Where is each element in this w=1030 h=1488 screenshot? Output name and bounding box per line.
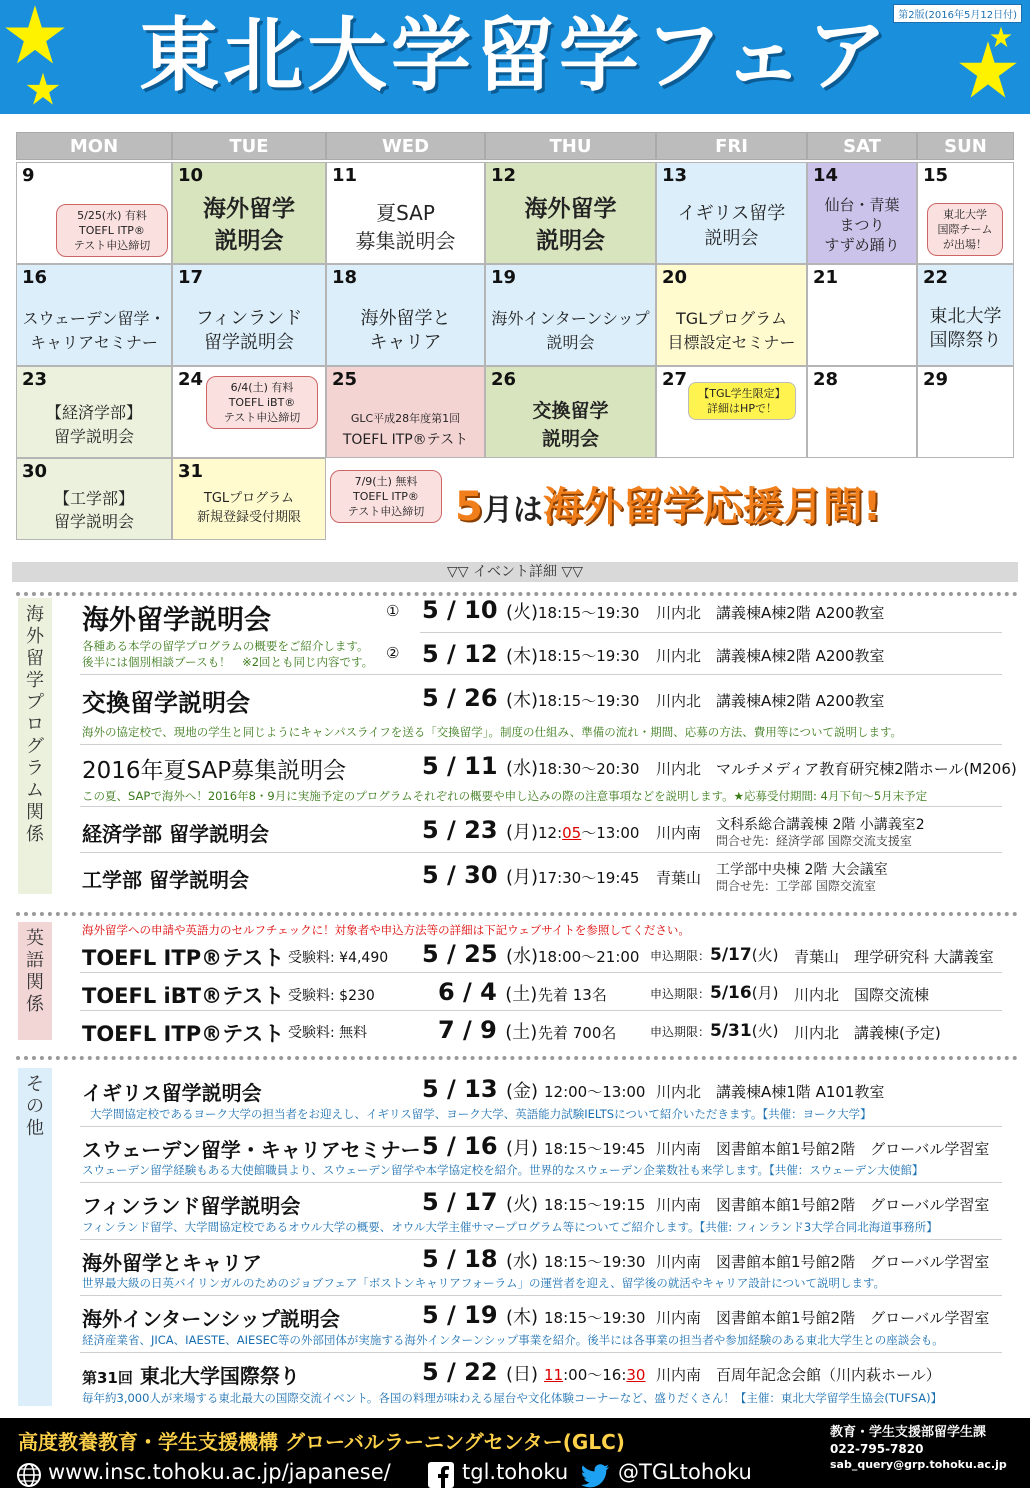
section-label-study-abroad: 海 外 留 学 プ ロ グ ラ ム 関 係 (18, 598, 52, 894)
test-date: 5 / 25 (水) (422, 940, 538, 968)
organization-name: 高度教養教育・学生支援機構 グローバルラーニングセンター(GLC) (18, 1430, 625, 1454)
event-time: 18:15～19:30 (544, 1253, 646, 1271)
calendar-day-21: 21 (807, 264, 917, 366)
event-campus: 青葉山 (656, 869, 702, 887)
test-title: TOEFL ITP®テスト (82, 946, 285, 970)
event-description: 各種ある本学の留学プログラムの概要をご紹介します。 (82, 639, 369, 653)
event-place: 川内北 講義棟A棟2階 A200教室 (656, 692, 885, 710)
test-fee: 受験料: 無料 (288, 1025, 368, 1041)
event-title: 2016年夏SAP募集説明会 (82, 758, 347, 784)
event-time: 12:00～13:00 (544, 1083, 646, 1101)
event-place: 川内北 講義棟A棟2階 A200教室 (656, 604, 885, 622)
test-title: TOEFL ITP®テスト (82, 1022, 285, 1046)
event-title: イギリス留学説明会 (82, 1081, 262, 1105)
calendar-day-22: 22 東北大学 国際祭り (917, 264, 1014, 366)
row-divider (80, 1352, 1002, 1353)
weekday-sun: SUN (917, 132, 1014, 160)
calendar-day-24: 24 (172, 366, 326, 458)
event-date: 5 / 30 (月) (422, 861, 538, 889)
section-divider (16, 912, 1018, 916)
callout-tgl-students: 【TGL学生限定】 詳細はHPで！ (688, 382, 796, 420)
row-divider (80, 1126, 1002, 1127)
event-place: 川内北 マルチメディア教育研究棟2階ホール(M206) (656, 760, 1017, 778)
event-description: 経済産業省、JICA、IAESTE、AIESEC等の外部団体が実施する海外インターンシップ事業を紹介。後半には各事業の担当者や参加経験のある東北大学生との座談会も。 (82, 1333, 944, 1347)
application-deadline: 申込期限：5/17(火) (650, 945, 779, 965)
facebook-link[interactable]: tgl.tohoku (462, 1460, 569, 1484)
event-title: 海外留学とキャリア (82, 1251, 262, 1275)
calendar-day-13: 13 イギリス留学 説明会 (656, 162, 807, 264)
event-place: 工学部中央棟 2階 大会議室 (716, 862, 888, 878)
row-divider (80, 1295, 1002, 1296)
event-date: 5 / 17 (火) (422, 1188, 538, 1216)
calendar-day-17: 17 フィンランド 留学説明会 (172, 264, 326, 366)
weekday-sat: SAT (807, 132, 917, 160)
event-time: 18:15～19:30 (538, 647, 640, 665)
session-number: ② (386, 644, 400, 662)
event-place: 川内南 図書館本館1号館2階 グローバル学習室 (656, 1253, 990, 1271)
event-time: 12:05～13:00 (538, 824, 640, 842)
event-contact: 問合せ先：工学部 国際交流室 (716, 879, 876, 893)
weekday-mon: MON (16, 132, 172, 160)
event-time: 18:15～19:30 (538, 604, 640, 622)
email-address[interactable]: sab_query@grp.tohoku.ac.jp (830, 1458, 1007, 1471)
row-divider (80, 972, 1002, 973)
event-title: 経済学部 留学説明会 (82, 822, 269, 846)
calendar-day-12: 12 海外留学 説明会 (485, 162, 656, 264)
event-time: 18:15～19:45 (544, 1140, 646, 1158)
calendar-day-31: 31 TGLプログラム 新規登録受付期限 (172, 458, 326, 540)
event-date: 5 / 11 (水) (422, 752, 538, 780)
callout-toefl-itp-free-deadline: 7/9(土) 無料 TOEFL ITP® テスト申込締切 (330, 470, 442, 523)
campaign-slogan: 5月は海外留学応援月間! (455, 484, 882, 530)
event-title: 海外留学説明会 (82, 605, 271, 636)
section-label-other: そ の 他 (18, 1068, 52, 1406)
callout-toefl-ibt-deadline: 6/4(土) 有料 TOEFL iBT® テスト申込締切 (206, 376, 318, 429)
test-fee: 受験料: ¥4,490 (288, 950, 389, 966)
calendar-day-15: 15 (917, 162, 1014, 264)
facebook-icon (428, 1462, 454, 1488)
section-label-english: 英 語 関 係 (18, 922, 52, 1040)
test-place: 川内北 講義棟(予定) (794, 1024, 941, 1042)
event-title: スウェーデン留学・キャリアセミナー (82, 1138, 421, 1162)
row-divider (80, 852, 1002, 853)
event-description: スウェーデン留学経験もある大使館職員より、スウェーデン留学や本学協定校を紹介。世界的なスウェーデン企業数社も来学します。【共催：スウェーデン大使館】 (82, 1163, 924, 1177)
application-deadline: 申込期限：5/31(火) (650, 1021, 779, 1041)
calendar-day-20: 20 TGLプログラム 目標設定セミナー (656, 264, 807, 366)
test-fee: 受験料: $230 (288, 988, 375, 1004)
event-title: フィンランド留学説明会 (82, 1194, 301, 1218)
event-place: 川内南 図書館本館1号館2階 グローバル学習室 (656, 1309, 990, 1327)
calendar-day-10: 10 海外留学 説明会 (172, 162, 326, 264)
callout-international-team: 東北大学 国際チーム が出場！ (927, 203, 1003, 256)
event-place: 川内南 図書館本館1号館2階 グローバル学習室 (656, 1196, 990, 1214)
calendar-day-27: 27 (656, 366, 807, 458)
twitter-link[interactable]: @TGLtohoku (618, 1460, 752, 1484)
row-divider (80, 1182, 1002, 1183)
page-title: 東北大学留学フェア (139, 9, 891, 102)
row-divider (420, 632, 1002, 633)
event-date: 5 / 16 (月) (422, 1132, 538, 1160)
calendar-day-9: 9 (16, 162, 172, 264)
test-place: 青葉山 理学研究科 大講義室 (794, 948, 994, 966)
event-time: 11:00～16:30 (544, 1366, 646, 1384)
calendar-day-18: 18 海外留学と キャリア (326, 264, 485, 366)
event-description: 後半には個別相談ブースも！ ※2回とも同じ内容です。 (82, 655, 374, 669)
event-date: 5 / 13 (金) (422, 1075, 538, 1103)
event-date: 5 / 19 (木) (422, 1301, 538, 1329)
row-divider (80, 1239, 1002, 1240)
test-capacity: 先着 700名 (538, 1024, 617, 1042)
row-divider (80, 674, 1002, 675)
session-number: ① (386, 602, 400, 620)
event-description: 海外の協定校で、現地の学生と同じようにキャンパスライフを送る「交換留学」。制度の仕組み、準備の流れ・期間、応募の方法、費用等について説明します。 (82, 725, 903, 739)
test-title: TOEFL iBT®テスト (82, 984, 285, 1008)
event-place: 川内南 百周年記念会館（川内萩ホール） (656, 1366, 941, 1384)
event-time: 18:15～19:30 (544, 1309, 646, 1327)
test-time: 18:00～21:00 (538, 948, 640, 966)
application-deadline: 申込期限：5/16(月) (650, 983, 779, 1003)
version-label: 第2版(2016年5月12日付) (893, 4, 1022, 23)
website-link[interactable]: www.insc.tohoku.ac.jp/japanese/ (48, 1460, 391, 1484)
calendar-day-14: 14 仙台・青葉 まつり すずめ踊り (807, 162, 917, 264)
event-date: 5 / 23 (月) (422, 816, 538, 844)
twitter-icon (580, 1464, 610, 1488)
section-divider (16, 1056, 1018, 1060)
test-capacity: 先着 13名 (538, 986, 607, 1004)
event-time: 18:15～19:15 (544, 1196, 646, 1214)
event-title: 海外インターンシップ説明会 (82, 1307, 340, 1331)
event-description: 毎年約3,000人が来場する東北最大の国際交流イベント。各国の料理が味わえる屋台や文化体験コーナーなど、盛りだくさん！【主催：東北大学留学生協会(TUFSA)】 (82, 1391, 943, 1405)
event-place: 川内北 講義棟A棟2階 A200教室 (656, 647, 885, 665)
test-date: 6 / 4 (土) (438, 978, 538, 1006)
department-name: 教育・学生支援部留学生課 (830, 1425, 987, 1440)
event-date: 5 / 12 (木) (422, 640, 538, 668)
event-detail-header: ▽▽ イベント詳細 ▽▽ (12, 562, 1018, 582)
calendar-day-29: 29 (917, 366, 1014, 458)
event-description: 世界最大級の日英バイリンガルのためのジョブフェア「ボストンキャリアフォーラム」の運営者を迎え、留学後の就活やキャリア設計について説明します。 (82, 1276, 886, 1290)
calendar-day-26: 26 交換留学 説明会 (485, 366, 656, 458)
event-contact: 問合せ先：経済学部 国際交流支援室 (716, 834, 912, 848)
row-divider (80, 744, 1002, 745)
test-place: 川内北 国際交流棟 (794, 986, 930, 1004)
event-date: 5 / 22 (日) (422, 1358, 538, 1386)
row-divider (80, 806, 1002, 807)
calendar-day-28: 28 (807, 366, 917, 458)
callout-toefl-itp-deadline: 5/25(水) 有料 TOEFL ITP® テスト申込締切 (56, 204, 168, 257)
event-campus: 川内南 (656, 824, 702, 842)
globe-icon (16, 1462, 42, 1488)
event-title: 工学部 留学説明会 (82, 868, 249, 892)
row-divider (80, 1010, 1002, 1011)
calendar-day-30: 30 【工学部】 留学説明会 (16, 458, 172, 540)
calendar-day-11: 11 夏SAP 募集説明会 (326, 162, 485, 264)
event-place: 川内北 講義棟A棟1階 A101教室 (656, 1083, 885, 1101)
phone-number: 022-795-7820 (830, 1442, 924, 1456)
event-place: 文科系総合講義棟 2階 小講義室2 (716, 817, 925, 833)
weekday-fri: FRI (656, 132, 807, 160)
test-date: 7 / 9 (土) (438, 1016, 538, 1044)
header-banner (0, 0, 1030, 114)
calendar-day-25: 25 GLC平成28年度第1回 TOEFL ITP®テスト (326, 366, 485, 458)
event-date: 5 / 18 (水) (422, 1245, 538, 1273)
event-date: 5 / 26 (木) (422, 684, 538, 712)
event-place: 川内南 図書館本館1号館2階 グローバル学習室 (656, 1140, 990, 1158)
event-time: 18:30～20:30 (538, 760, 640, 778)
event-time: 17:30～19:45 (538, 869, 640, 887)
event-title: 交換留学説明会 (82, 689, 250, 717)
calendar-day-23: 23 【経済学部】 留学説明会 (16, 366, 172, 458)
event-description: この夏、SAPで海外へ！2016年8・9月に実施予定のプログラムそれぞれの概要や申し込みの際の注意事項などを説明します。★応募受付期間: 4月下旬～5月末予定 (82, 789, 928, 803)
weekday-tue: TUE (172, 132, 326, 160)
event-title: 第31回 東北大学国際祭り (82, 1364, 300, 1388)
event-description: 大学間協定校であるヨーク大学の担当者をお迎えし、イギリス留学、ヨーク大学、英語能力試験IELTSについて紹介いただきます。【共催：ヨーク大学】 (90, 1107, 872, 1121)
contact-info (830, 1425, 1007, 1473)
event-description: フィンランド留学、大学間協定校であるオウル大学の概要、オウル大学主催サマープログラム等についてご紹介します。【共催: フィンランド3大学合同北海道事務所】 (82, 1220, 938, 1234)
calendar-day-19: 19 海外インターンシップ 説明会 (485, 264, 656, 366)
english-note: 海外留学への申請や英語力のセルフチェックに！対象者や申込方法等の詳細は下記ウェブサイトを参照してください。 (82, 923, 690, 937)
weekday-thu: THU (485, 132, 656, 160)
event-date: 5 / 10 (火) (422, 596, 538, 624)
calendar-day-16: 16 スウェーデン留学・ キャリアセミナー (16, 264, 172, 366)
footer (0, 1418, 1030, 1488)
weekday-wed: WED (326, 132, 485, 160)
event-time: 18:15～19:30 (538, 692, 640, 710)
